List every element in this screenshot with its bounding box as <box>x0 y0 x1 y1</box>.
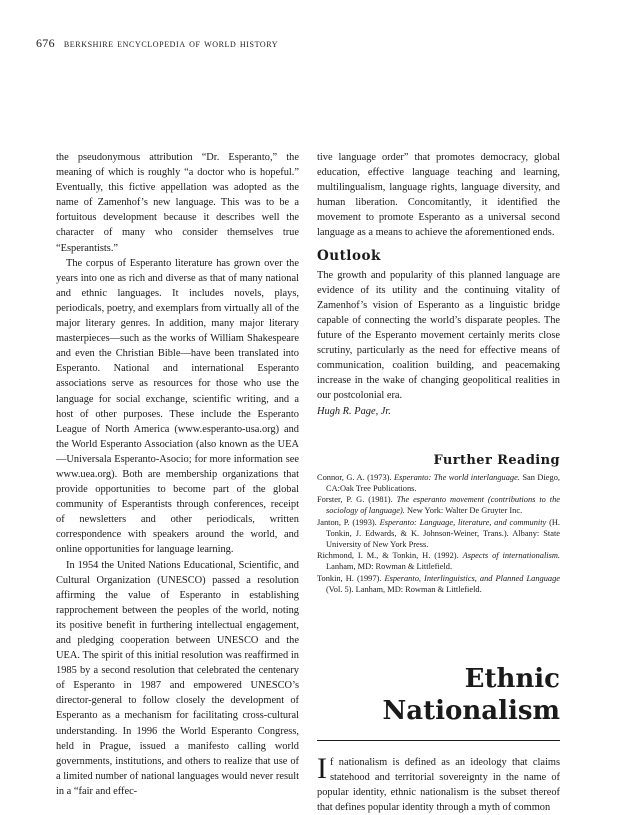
article-intro: If nationalism is defined as an ideology that claims statehood and territorial sovereignty in the name of popular identity, ethnic nationalism is the subset thereof that defines popular identity through a myth of common <box>317 751 560 814</box>
book-title: berkshire encyclopedia of world history <box>63 38 279 50</box>
paragraph: The growth and popularity of this planned language are evidence of its utility and the continuing vitality of Zamenhof’s vision of Esperanto as a linguistic bridge capable of connecting the world’s disparate peoples. The future of the Esperanto movement certainly merits close scrutiny, particularly as the need for effective means of communication, coalition building, and peacemaking increase in the wake of changing geopolitical realities in our postcolonial era. <box>317 269 560 402</box>
paragraph: In 1954 the United Nations Educational, Scientific, and Cultural Organization (UNESCO) passed a resolution affirming the value of Esperanto in establishing rapprochement between the peoples of the world, noting its positive benefit in furthering intellectual engagement, and pledging cooperation between UNESCO and the UEA. The spirit of this initial resolution was reaffirmed in 1985 by a second resolution that celebrated the centenary of Esperanto in 1987 and empowered UNESCO’s director-general to follow closely the development of Esperanto as a mechanism for facilitating cross-cultural understanding. In 1996 the World Esperanto Congress, held in Prague, issued a manifesto calling world governments, institutions, and others to realize that use of a limited number of national languages would never result in a “fair and effec- <box>56 559 299 797</box>
right-column <box>317 150 560 815</box>
reference-item: Janton, P. (1993). Esperanto: Language, literature, and community (H. Tonkin, J. Edwards, & K. Johnson-Weiner, Trans.). Albany: State University of New York Press. <box>317 517 561 549</box>
reference-item: Connor, G. A. (1973). Esperanto: The world interlanguage. San Diego, CA:Oak Tree Publications. <box>317 472 560 493</box>
paragraph: the pseudonymous attribution “Dr. Esperanto,” the meaning of which is roughly “a doctor who is hopeful.” Eventually, this fictive appellation was adopted as the name of Zamenhof’s new language. This was to be a fortuitous development because it describes well the character of many who consider themselves true “Esperantists.” <box>56 152 299 254</box>
left-column <box>56 150 299 799</box>
further-reading-heading: Further Reading <box>433 452 560 468</box>
ethnic-nationalism-title <box>317 663 560 727</box>
title-line: Ethnic <box>464 663 560 694</box>
drop-cap: I <box>317 751 327 785</box>
running-head <box>36 36 278 51</box>
title-divider <box>317 740 560 741</box>
outlook-heading: Outlook <box>317 247 381 264</box>
title-line: Nationalism <box>382 695 560 726</box>
reference-item: Forster, P. G. (1981). The esperanto movement (contributions to the sociology of language). New York: Walter De Gruyter Inc. <box>317 495 560 516</box>
reference-list <box>317 472 560 595</box>
paragraph: tive language order” that promotes democracy, global education, effective language teaching and learning, multilingualism, language rights, language diversity, and human liberation. Concomitantly, it identified the movement to promote Esperanto as a universal second language as a means to achieve the aforementioned ends. <box>317 152 560 239</box>
author-signature: Hugh R. Page, Jr. <box>317 405 391 417</box>
paragraph: The corpus of Esperanto literature has grown over the years into one as rich and diverse as that of many national and ethnic languages. It includes novels, plays, periodicals, poetry, and exemplars from virtually all of the major literary genres. In addition, many major literary masterpieces—such as the works of William Shakespeare and even the Christian Bible—have been translated into Esperanto. National and international Esperanto associations serve as resources for those who use the language for social exchange, scientific writing, and a host of other purposes. These include the Esperanto League of North America (www.esperanto-usa.org) and the World Esperanto Association (also known as the UEA—Universala Esperanto-Asocio; for more information see www.uea.org). Both are membership organizations that provide opportunities to become part of the global community of Esperantists through conferences, receipt of newsletters and other periodicals, written correspondence with speakers around the world, and online opportunities for language learning. <box>56 257 299 556</box>
page-number: 676 <box>36 36 55 50</box>
reference-item: Richmond, I. M., & Tonkin, H. (1992). Aspects of internationalism. Lanham, MD: Rowman & Littlefield. <box>317 551 560 572</box>
reference-item: Tonkin, H. (1997). Esperanto, Interlinguistics, and Planned Language (Vol. 5). Lanham, MD: Rowman & Littlefield. <box>317 573 560 594</box>
